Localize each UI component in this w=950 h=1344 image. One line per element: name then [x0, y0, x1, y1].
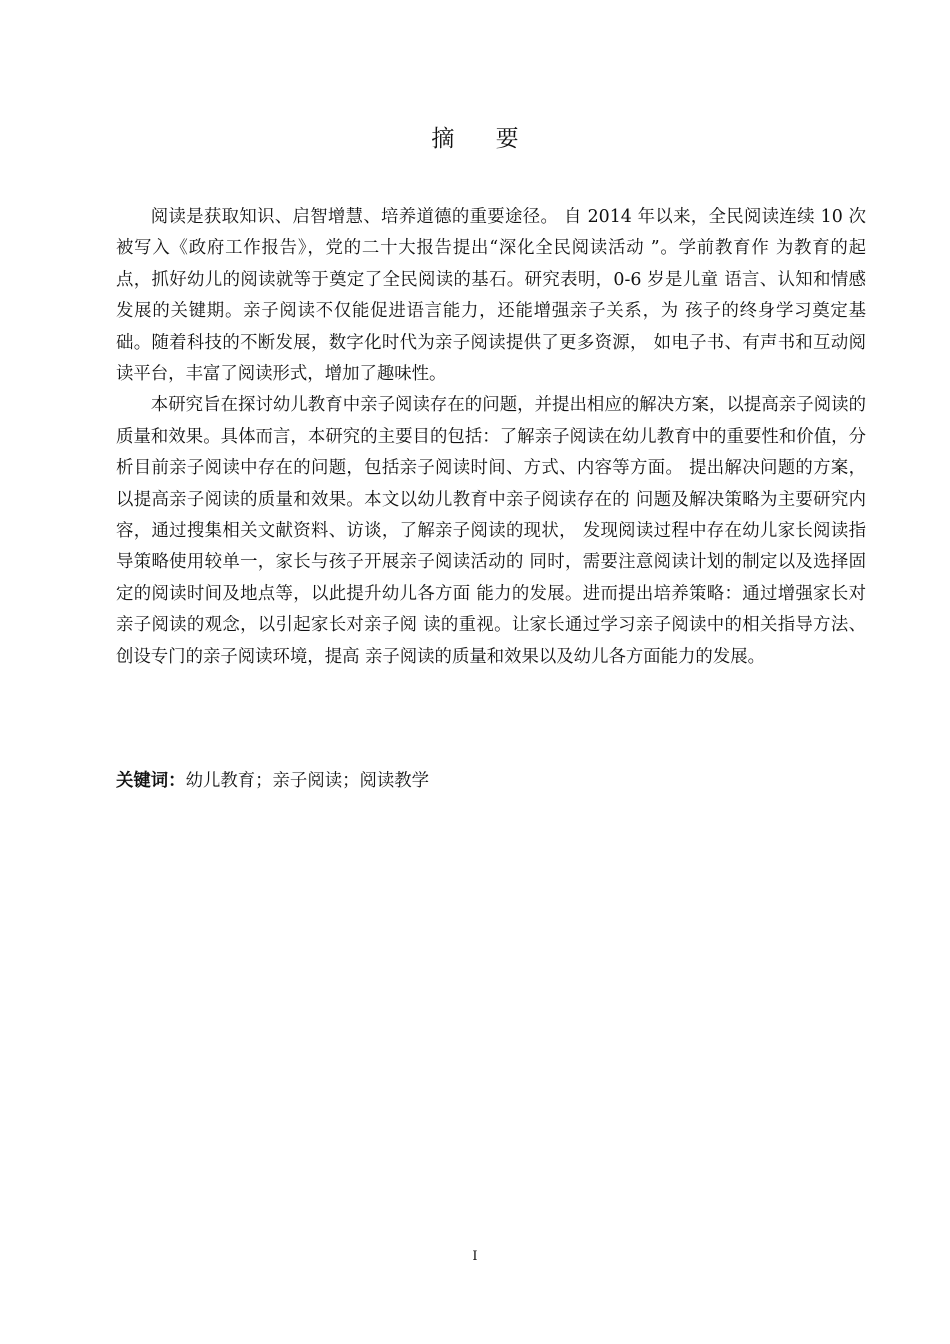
- keywords-label: 关键词：: [116, 771, 186, 791]
- page-number: I: [472, 1249, 478, 1264]
- keywords-value: 幼儿教育；亲子阅读；阅读教学: [185, 771, 430, 791]
- abstract-paragraph-1: 阅读是获取知识、启智增慧、培养道德的重要途径。 自 2014 年以来，全民阅读连续 10 次被写入《政府工作报告》，党的二十大报告提出“深化全民阅读活动 ”。学前教育作 为教育的起点，抓好幼儿的阅读就等于奠定了全民阅读的基石。研究表明，0-6 岁是儿童 语言、认知和情感发展的关键期。亲子阅读不仅能促进语言能力，还能增强亲子关系，为 孩子的终身学习奠定基础。随着科技的不断发展，数字化时代为亲子阅读提供了更多资源， 如电子书、有声书和互动阅读平台，丰富了阅读形式，增加了趣味性。: [116, 207, 866, 385]
- abstract-paragraph-2: 本研究旨在探讨幼儿教育中亲子阅读存在的问题，并提出相应的解决方案，以提高亲子阅读的质量和效果。具体而言，本研究的主要目的包括：了解亲子阅读在幼儿教育中的重要性和价值，分析目前亲子阅读中存在的问题，包括亲子阅读时间、方式、内容等方面。 提出解决问题的方案，以提高亲子阅读的质量和效果。本文以幼儿教育中亲子阅读存在的 问题及解决策略为主要研究内容，通过搜集相关文献资料、访谈，了解亲子阅读的现状， 发现阅读过程中存在幼儿家长阅读指导策略使用较单一，家长与孩子开展亲子阅读活动的 同时，需要注意阅读计划的制定以及选择固定的阅读时间及地点等，以此提升幼儿各方面 能力的发展。进而提出培养策略：通过增强家长对亲子阅读的观念，以引起家长对亲子阅 读的重视。让家长通过学习亲子阅读中的相关指导方法、创设专门的亲子阅读环境，提高 亲子阅读的质量和效果以及幼儿各方面能力的发展。: [116, 395, 866, 667]
- abstract-body: [116, 202, 866, 673]
- page-title: 摘 要: [431, 126, 536, 152]
- keywords-line: [116, 766, 866, 797]
